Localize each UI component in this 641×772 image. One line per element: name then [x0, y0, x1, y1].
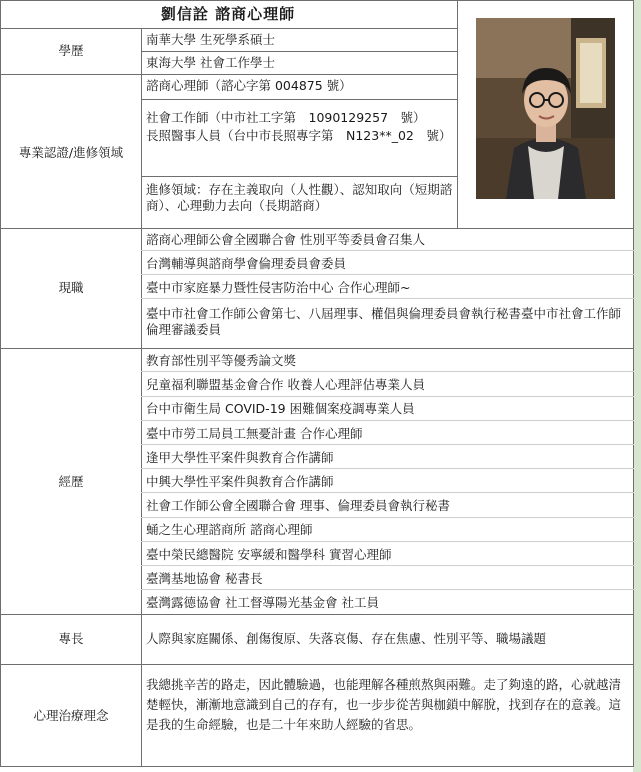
grid-line	[141, 468, 634, 469]
grid-line	[141, 541, 634, 542]
experience-item: 台中市衛生局 COVID-19 困難個案疫調專業人員	[146, 401, 415, 416]
grid-line	[0, 614, 634, 615]
grid-line	[141, 298, 634, 299]
experience-item: 教育部性別平等優秀論文獎	[146, 353, 297, 368]
current-item: 臺中市家庭暴力暨性侵害防治中心 合作心理師~	[146, 280, 411, 295]
grid-line	[0, 664, 634, 665]
grid-line	[0, 0, 1, 767]
grid-line	[0, 766, 634, 767]
sheet-edge	[633, 0, 641, 772]
education-label: 學歷	[58, 43, 84, 58]
grid-line	[141, 250, 634, 251]
experience-label: 經歷	[58, 474, 84, 489]
experience-item: 臺中市勞工局員工無憂計畫 合作心理師	[146, 426, 363, 441]
experience-item: 社會工作師公會全國聯合會 理事、倫理委員會執行秘書	[146, 498, 450, 513]
grid-line	[633, 0, 634, 767]
philosophy-label: 心理治療理念	[33, 708, 109, 723]
specialty-label: 專長	[58, 631, 84, 646]
current-label: 現職	[58, 280, 84, 295]
experience-item: 臺灣露德協會 社工督導陽光基金會 社工員	[146, 595, 379, 610]
experience-item: 蛹之生心理諮商所 諮商心理師	[146, 522, 313, 537]
education-item: 東海大學 社會工作學士	[146, 55, 275, 70]
grid-line	[141, 371, 634, 372]
portrait-photo	[476, 18, 615, 199]
grid-line	[141, 28, 142, 767]
grid-line	[141, 492, 634, 493]
certification-item: 諮商心理師（諮心字第 004875 號）	[146, 78, 352, 93]
grid-line	[0, 0, 634, 1]
education-item: 南華大學 生死學系碩士	[146, 32, 275, 47]
grid-line	[141, 51, 458, 52]
current-item: 台灣輔導與諮商學會倫理委員會委員	[146, 256, 347, 271]
grid-line	[0, 28, 458, 29]
grid-line	[0, 228, 634, 229]
current-item: 臺中市社會工作師公會第七、八屆理事、權倡與倫理委員會執行秘書臺中市社會工作師倫理審議委員	[146, 306, 622, 337]
experience-item: 兒童福利聯盟基金會合作 收養人心理評估專業人員	[146, 377, 425, 392]
certification-item: 社會工作師（中市社工字第 1090129257 號）	[146, 110, 426, 125]
grid-line	[141, 99, 458, 100]
certification-item: 進修領域：存在主義取向（人性觀）、認知取向（短期諮商）、心理動力去向（長期諮商）	[146, 182, 453, 213]
experience-item: 臺灣基地協會 秘書長	[146, 571, 263, 586]
experience-item: 中興大學性平案件與教育合作講師	[146, 474, 334, 489]
grid-line	[141, 396, 634, 397]
grid-line	[141, 176, 458, 177]
grid-line	[0, 74, 458, 75]
grid-line	[141, 274, 634, 275]
page-title: 劉信詮 諮商心理師	[160, 5, 296, 23]
current-item: 諮商心理師公會全國聯合會 性別平等委員會召集人	[146, 232, 425, 247]
grid-line	[141, 420, 634, 421]
grid-line	[141, 444, 634, 445]
philosophy-text: 我總挑辛苦的路走，因此體驗過，也能理解各種煎熬與兩難。走了夠遠的路，心就越清楚輕快，漸漸地意識到自己的存有，也一步步從苦與枷鎖中解脫，找到存在的意義。這是我的生命經驗，也是二十年來助人經驗的省思。	[146, 677, 622, 732]
specialty-text: 人際與家庭關係、創傷復原、失落哀傷、存在焦慮、性別平等、職場議題	[146, 631, 547, 646]
experience-item: 逢甲大學性平案件與教育合作講師	[146, 450, 334, 465]
grid-line	[0, 348, 634, 349]
grid-line	[141, 565, 634, 566]
grid-line	[141, 589, 634, 590]
certification-item: 長照醫事人員（台中市長照專字第 N123**_02 號）	[146, 128, 452, 143]
grid-line	[457, 0, 458, 229]
certification-label: 專業認證/進修領域	[18, 145, 124, 160]
experience-item: 臺中榮民總醫院 安寧緩和醫學科 實習心理師	[146, 547, 392, 562]
grid-line	[141, 517, 634, 518]
